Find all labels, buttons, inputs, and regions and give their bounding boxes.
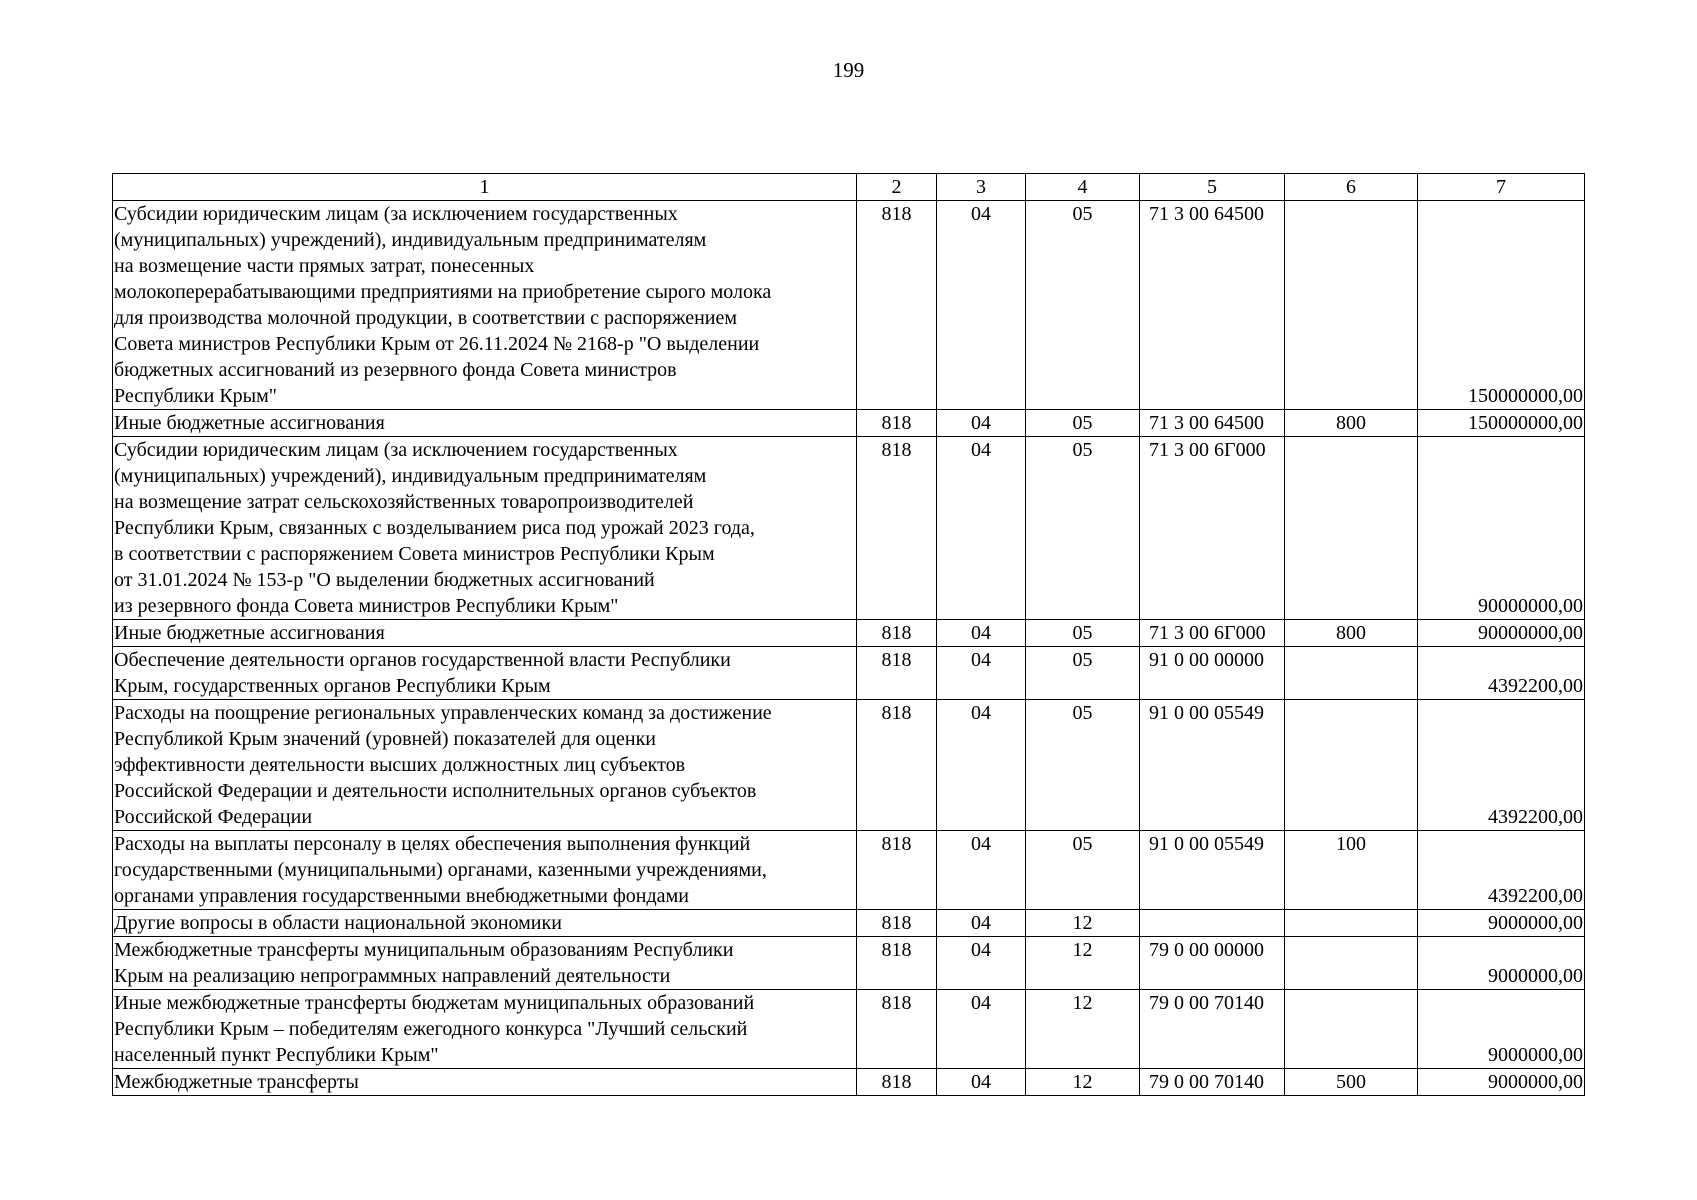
expense-type-cell: 800 (1285, 620, 1418, 647)
section-code-cell: 04 (937, 437, 1026, 620)
subsection-code-cell: 05 (1026, 201, 1140, 410)
table-row (113, 410, 1585, 437)
amount-cell: 150000000,00 (1418, 410, 1585, 437)
amount-cell: 90000000,00 (1418, 620, 1585, 647)
subsection-code-cell: 05 (1026, 410, 1140, 437)
target-article-cell: 79 0 00 70140 (1140, 1069, 1285, 1096)
grbs-code-cell: 818 (857, 831, 937, 910)
target-article-cell (1140, 910, 1285, 937)
table-row (113, 1069, 1585, 1096)
amount-cell: 4392200,00 (1418, 831, 1585, 910)
amount-cell: 9000000,00 (1418, 1069, 1585, 1096)
subsection-code-cell: 12 (1026, 937, 1140, 990)
expense-name-cell: Расходы на выплаты персоналу в целях обеспечения выполнения функций государственными (муниципальными) органами, казенными учреждениями, органами управления государственными внебюджетными фондами (113, 831, 857, 910)
expense-name-cell: Субсидии юридическим лицам (за исключением государственных (муниципальных) учреждений), индивидуальным предпринимателям на возмещение затрат сельскохозяйственных товаропроизводителей Республики Крым, связанных с возделыванием риса под урожай 2023 года, в соответствии с распоряжением Совета министров Республики Крым от 31.01.2024 № 153-р "О выделении бюджетных ассигнований из резервного фонда Совета министров Республики Крым" (113, 437, 857, 620)
table-row (113, 620, 1585, 647)
subsection-code-cell: 12 (1026, 910, 1140, 937)
column-header: 6 (1285, 174, 1418, 201)
page-number: 199 (832, 58, 865, 82)
expense-name-cell: Расходы на поощрение региональных управленческих команд за достижение Республикой Крым значений (уровней) показателей для оценки эффективности деятельности высших должностных лиц субъектов Российской Федерации и деятельности исполнительных органов субъектов Российской Федерации (113, 700, 857, 831)
section-code-cell: 04 (937, 410, 1026, 437)
section-code-cell: 04 (937, 937, 1026, 990)
expense-name-cell: Обеспечение деятельности органов государственной власти Республики Крым, государственных органов Республики Крым (113, 647, 857, 700)
amount-cell: 90000000,00 (1418, 437, 1585, 620)
grbs-code-cell: 818 (857, 410, 937, 437)
grbs-code-cell: 818 (857, 990, 937, 1069)
target-article-cell: 71 3 00 6Г000 (1140, 437, 1285, 620)
grbs-code-cell: 818 (857, 910, 937, 937)
section-code-cell: 04 (937, 1069, 1026, 1096)
header-row (113, 174, 1585, 201)
table-row (113, 831, 1585, 910)
amount-cell: 9000000,00 (1418, 937, 1585, 990)
target-article-cell: 71 3 00 64500 (1140, 201, 1285, 410)
table-row (113, 937, 1585, 990)
subsection-code-cell: 05 (1026, 647, 1140, 700)
amount-cell: 150000000,00 (1418, 201, 1585, 410)
grbs-code-cell: 818 (857, 620, 937, 647)
grbs-code-cell: 818 (857, 201, 937, 410)
grbs-code-cell: 818 (857, 437, 937, 620)
section-code-cell: 04 (937, 620, 1026, 647)
target-article-cell: 91 0 00 00000 (1140, 647, 1285, 700)
column-header: 7 (1418, 174, 1585, 201)
expense-name-cell: Межбюджетные трансферты (113, 1069, 857, 1096)
expense-type-cell (1285, 201, 1418, 410)
expense-name-cell: Иные межбюджетные трансферты бюджетам муниципальных образований Республики Крым – победителям ежегодного конкурса "Лучший сельский населенный пункт Республики Крым" (113, 990, 857, 1069)
expense-name-cell: Иные бюджетные ассигнования (113, 410, 857, 437)
budget-table (112, 173, 1585, 1096)
section-code-cell: 04 (937, 201, 1026, 410)
grbs-code-cell: 818 (857, 1069, 937, 1096)
section-code-cell: 04 (937, 700, 1026, 831)
subsection-code-cell: 12 (1026, 1069, 1140, 1096)
section-code-cell: 04 (937, 647, 1026, 700)
subsection-code-cell: 05 (1026, 700, 1140, 831)
grbs-code-cell: 818 (857, 647, 937, 700)
grbs-code-cell: 818 (857, 937, 937, 990)
expense-type-cell (1285, 910, 1418, 937)
target-article-cell: 71 3 00 64500 (1140, 410, 1285, 437)
expense-type-cell (1285, 437, 1418, 620)
table-row (113, 437, 1585, 620)
expense-type-cell: 500 (1285, 1069, 1418, 1096)
expense-type-cell (1285, 990, 1418, 1069)
amount-cell: 9000000,00 (1418, 990, 1585, 1069)
target-article-cell: 71 3 00 6Г000 (1140, 620, 1285, 647)
expense-type-cell: 800 (1285, 410, 1418, 437)
section-code-cell: 04 (937, 831, 1026, 910)
subsection-code-cell: 05 (1026, 831, 1140, 910)
expense-name-cell: Межбюджетные трансферты муниципальным образованиям Республики Крым на реализацию непрограммных направлений деятельности (113, 937, 857, 990)
column-header: 3 (937, 174, 1026, 201)
grbs-code-cell: 818 (857, 700, 937, 831)
subsection-code-cell: 12 (1026, 990, 1140, 1069)
table-row (113, 201, 1585, 410)
target-article-cell: 91 0 00 05549 (1140, 831, 1285, 910)
section-code-cell: 04 (937, 910, 1026, 937)
expense-type-cell: 100 (1285, 831, 1418, 910)
amount-cell: 4392200,00 (1418, 647, 1585, 700)
column-header: 5 (1140, 174, 1285, 201)
column-header: 1 (113, 174, 857, 201)
table-row (113, 647, 1585, 700)
target-article-cell: 79 0 00 00000 (1140, 937, 1285, 990)
column-header: 4 (1026, 174, 1140, 201)
table-row (113, 910, 1585, 937)
table-body (113, 201, 1585, 1096)
subsection-code-cell: 05 (1026, 437, 1140, 620)
target-article-cell: 79 0 00 70140 (1140, 990, 1285, 1069)
subsection-code-cell: 05 (1026, 620, 1140, 647)
expense-name-cell: Иные бюджетные ассигнования (113, 620, 857, 647)
expense-name-cell: Другие вопросы в области национальной экономики (113, 910, 857, 937)
section-code-cell: 04 (937, 990, 1026, 1069)
expense-type-cell (1285, 700, 1418, 831)
table-row (113, 700, 1585, 831)
expense-type-cell (1285, 647, 1418, 700)
amount-cell: 4392200,00 (1418, 700, 1585, 831)
column-header: 2 (857, 174, 937, 201)
expense-type-cell (1285, 937, 1418, 990)
table-row (113, 990, 1585, 1069)
amount-cell: 9000000,00 (1418, 910, 1585, 937)
target-article-cell: 91 0 00 05549 (1140, 700, 1285, 831)
expense-name-cell: Субсидии юридическим лицам (за исключением государственных (муниципальных) учреждений), индивидуальным предпринимателям на возмещение части прямых затрат, понесенных молокоперерабатывающими предприятиями на приобретение сырого молока для производства молочной продукции, в соответствии с распоряжением Совета министров Республики Крым от 26.11.2024 № 2168-р "О выделении бюджетных ассигнований из резервного фонда Совета министров Республики Крым" (113, 201, 857, 410)
